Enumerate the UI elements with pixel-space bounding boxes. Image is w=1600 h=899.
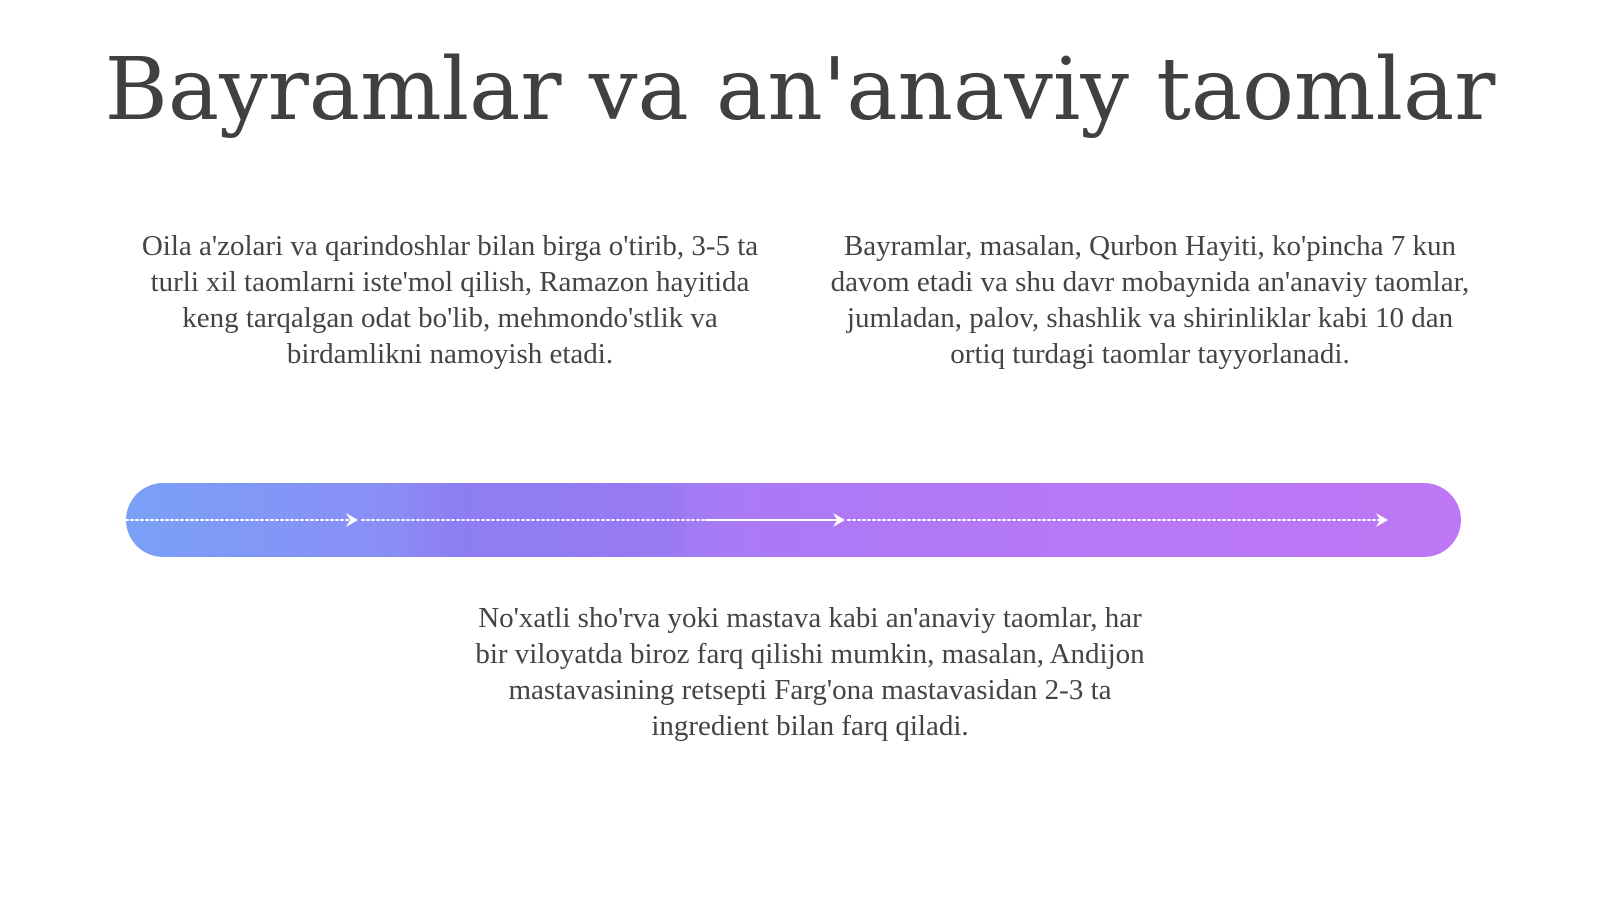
- text-block-bottom: No'xatli sho'rva yoki mastava kabi an'anaviy taomlar, har bir viloyatda biroz farq qilishi mumkin, masalan, Andijon mastavasining retsepti Farg'ona mastavasidan 2-3 ta ingredient bilan farq qiladi.: [475, 602, 1145, 742]
- timeline-arrows: [126, 483, 1461, 557]
- text-block-left: Oila a'zolari va qarindoshlar bilan birga o'tirib, 3-5 ta turli xil taomlarni iste'mol qilish, Ramazon hayitida keng tarqalgan odat bo'lib, mehmondo'stlik va birdamlikni namoyish etadi.: [141, 230, 759, 370]
- text-block-right: Bayramlar, masalan, Qurbon Hayiti, ko'pincha 7 kun davom etadi va shu davr mobaynida an'anaviy taomlar, jumladan, palov, shashlik va shirinliklar kabi 10 dan ortiq turdagi taomlar tayyorlanadi.: [830, 230, 1470, 370]
- slide-title: Bayramlar va an'anaviy taomlar: [104, 40, 1496, 140]
- timeline-bar: [126, 483, 1461, 557]
